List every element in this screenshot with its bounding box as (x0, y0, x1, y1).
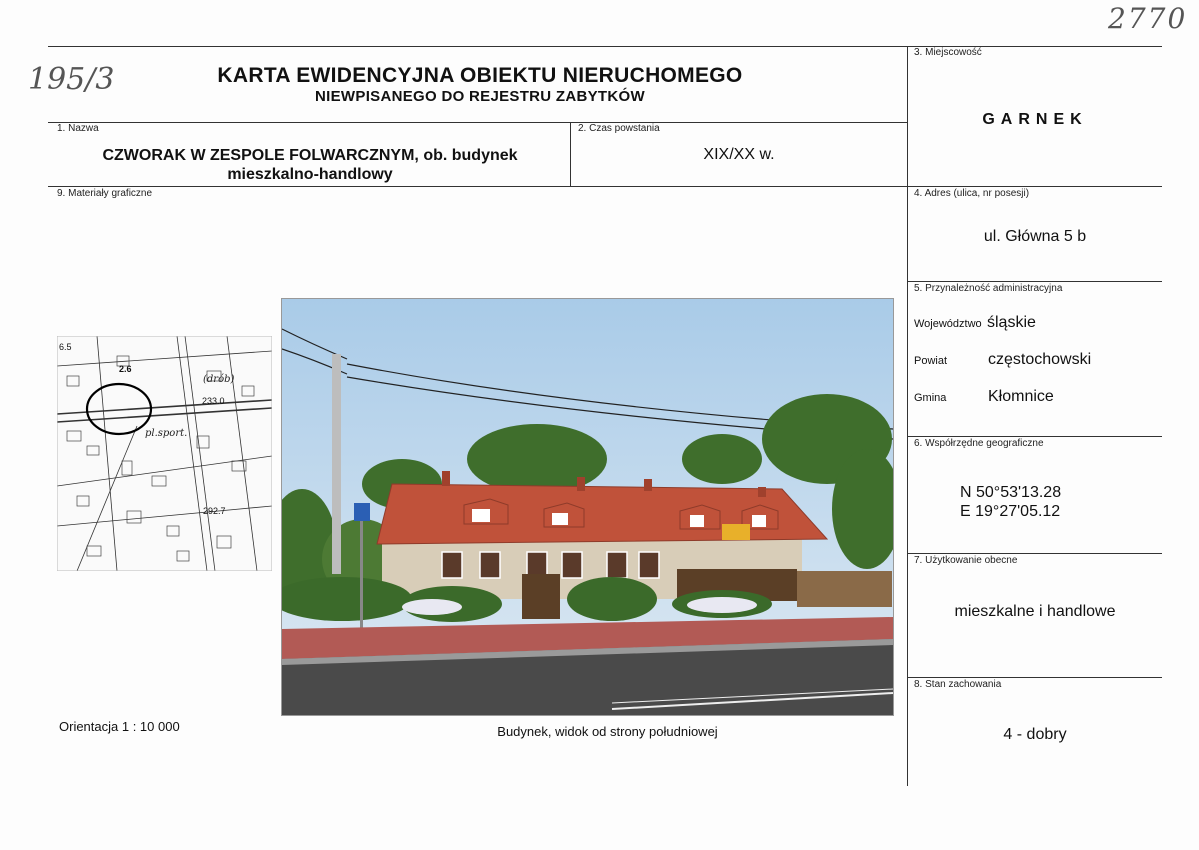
divider-name-date (570, 122, 571, 187)
handwritten-number-top-right: 2770 (1108, 2, 1188, 35)
wojewodztwo-label: Województwo (914, 318, 982, 330)
document-subtitle: NIEWPISANEGO DO REJESTRU ZABYTKÓW (315, 88, 645, 105)
miejscowosc-label: 3. Miejscowość (914, 47, 982, 58)
rule-after-coords (907, 553, 1162, 554)
coord-n: N 50°53'13.28 (960, 484, 1062, 501)
right-column-divider (907, 46, 908, 786)
map-label-4: pl.sport. (145, 428, 188, 439)
stan-value: 4 - dobry (1003, 726, 1067, 743)
gmina-label: Gmina (914, 392, 947, 404)
miejscowosc-value: GARNEK (982, 111, 1088, 128)
uzytkowanie-value: mieszkalne i handlowe (954, 603, 1116, 620)
nazwa-label: 1. Nazwa (57, 123, 99, 134)
adres-label: 4. Adres (ulica, nr posesji) (914, 188, 1030, 199)
coord-e: E 19°27'05.12 (960, 503, 1061, 520)
rule-below-header (48, 122, 908, 123)
rule-after-admin (907, 436, 1162, 437)
map-label-3: 233.0 (202, 396, 225, 406)
rule-after-adres (907, 281, 1162, 282)
przynaleznosc-label: 5. Przynależność administracyjna (914, 283, 1063, 294)
map-label-5: 292.7 (203, 506, 226, 516)
uzytkowanie-label: 7. Użytkowanie obecne (914, 555, 1018, 566)
wspolrzedne-label: 6. Współrzędne geograficzne (914, 438, 1044, 449)
nazwa-value (60, 146, 560, 184)
location-map (57, 336, 272, 571)
powiat-label: Powiat (914, 355, 948, 367)
czas-label: 2. Czas powstania (578, 123, 660, 134)
czas-value: XIX/XX w. (703, 146, 775, 163)
rule-below-name (48, 186, 1162, 187)
document-title: KARTA EWIDENCYJNA OBIEKTU NIERUCHOMEGO (217, 64, 743, 87)
map-orientation: Orientacja 1 : 10 000 (59, 719, 180, 734)
rule-after-usage (907, 677, 1162, 678)
materialy-label: 9. Materiały graficzne (57, 188, 153, 199)
map-drawing (57, 336, 272, 571)
photo-drawing (282, 299, 893, 715)
handwritten-number-left: 195/3 (28, 62, 115, 97)
map-label-1: 2.6 (119, 364, 132, 374)
adres-value: ul. Główna 5 b (983, 228, 1087, 245)
nazwa-value-line2: mieszkalno-handlowy (227, 166, 393, 183)
stan-label: 8. Stan zachowania (914, 679, 1002, 690)
powiat-value: częstochowski (988, 351, 1092, 368)
top-rule (48, 46, 1162, 47)
map-label-0: 6.5 (59, 342, 72, 352)
building-photo (281, 298, 894, 716)
nazwa-value-line1: CZWORAK W ZESPOLE FOLWARCZNYM, ob. budynek (102, 147, 518, 164)
map-label-2: (drób) (203, 374, 235, 385)
gmina-value: Kłomnice (988, 388, 1054, 405)
photo-caption: Budynek, widok od strony południowej (497, 724, 718, 739)
wojewodztwo-value: śląskie (987, 314, 1036, 331)
